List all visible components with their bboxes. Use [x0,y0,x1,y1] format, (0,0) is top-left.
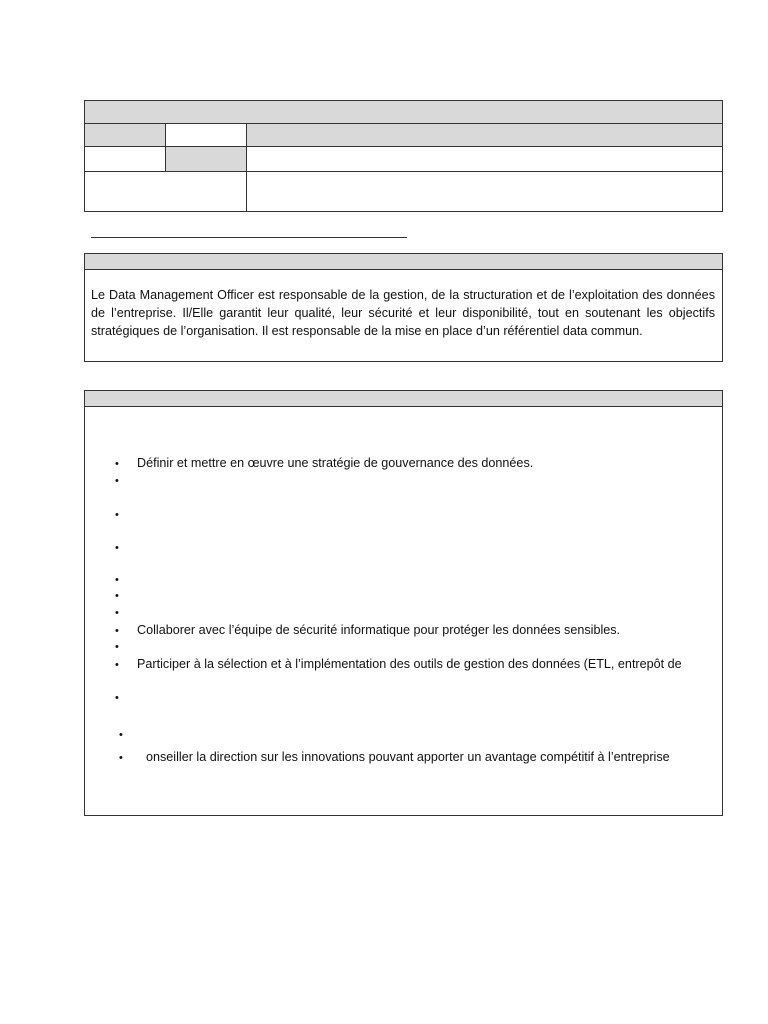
header-table-cell-r3c1 [85,172,247,211]
bullet-marker: • [115,509,119,521]
bullet-marker: • [115,574,119,586]
bullet-marker: • [115,542,119,554]
header-table-cell-r2c2 [166,147,247,172]
bullet-marker: • [115,641,119,653]
bullet-marker: • [115,475,119,487]
missions-section [84,390,723,816]
summary-section [84,253,723,362]
header-table-cell-r1c3 [247,124,722,147]
bullet-marker: • [119,729,123,741]
bullet-marker: • [119,752,123,764]
bullet-marker: • [115,659,119,671]
mission-item-10: Participer à la sélection et à l’implémentation des outils de gestion des données (ETL, entrepôt de [137,657,682,671]
header-table [84,100,723,212]
mission-item-13: onseiller la direction sur les innovations pouvant apporter un avantage compétitif à l’entreprise [146,750,670,764]
header-table-cell-r1c1 [85,124,166,147]
mission-item-8: Collaborer avec l’équipe de sécurité informatique pour protéger les données sensibles. [137,623,621,637]
header-table-cell-r2c3 [247,147,722,172]
bullet-marker: • [115,590,119,602]
bullet-marker: • [115,625,119,637]
header-table-cell-r2c1 [85,147,166,172]
header-table-cell-r1c2 [166,124,247,147]
header-table-title-row [85,101,722,124]
section-underline [91,237,407,238]
header-table-cell-r3c2 [247,172,722,211]
summary-paragraph: Le Data Management Officer est responsable de la gestion, de la structuration et de l’exploitation des données de l’entreprise. Il/Elle garantit leur qualité, leur sécurité et leur disponibilité, tout en soutenant les objectifs stratégiques de l’organisation. Il est responsable de la mise en place d’un référentiel data commun. [91,288,715,338]
mission-item-1: Définir et mettre en œuvre une stratégie de gouvernance des données. [137,456,534,470]
missions-section-header [85,391,722,407]
bullet-marker: • [115,607,119,619]
bullet-marker: • [115,692,119,704]
summary-section-header [85,254,722,270]
bullet-marker: • [115,458,119,470]
